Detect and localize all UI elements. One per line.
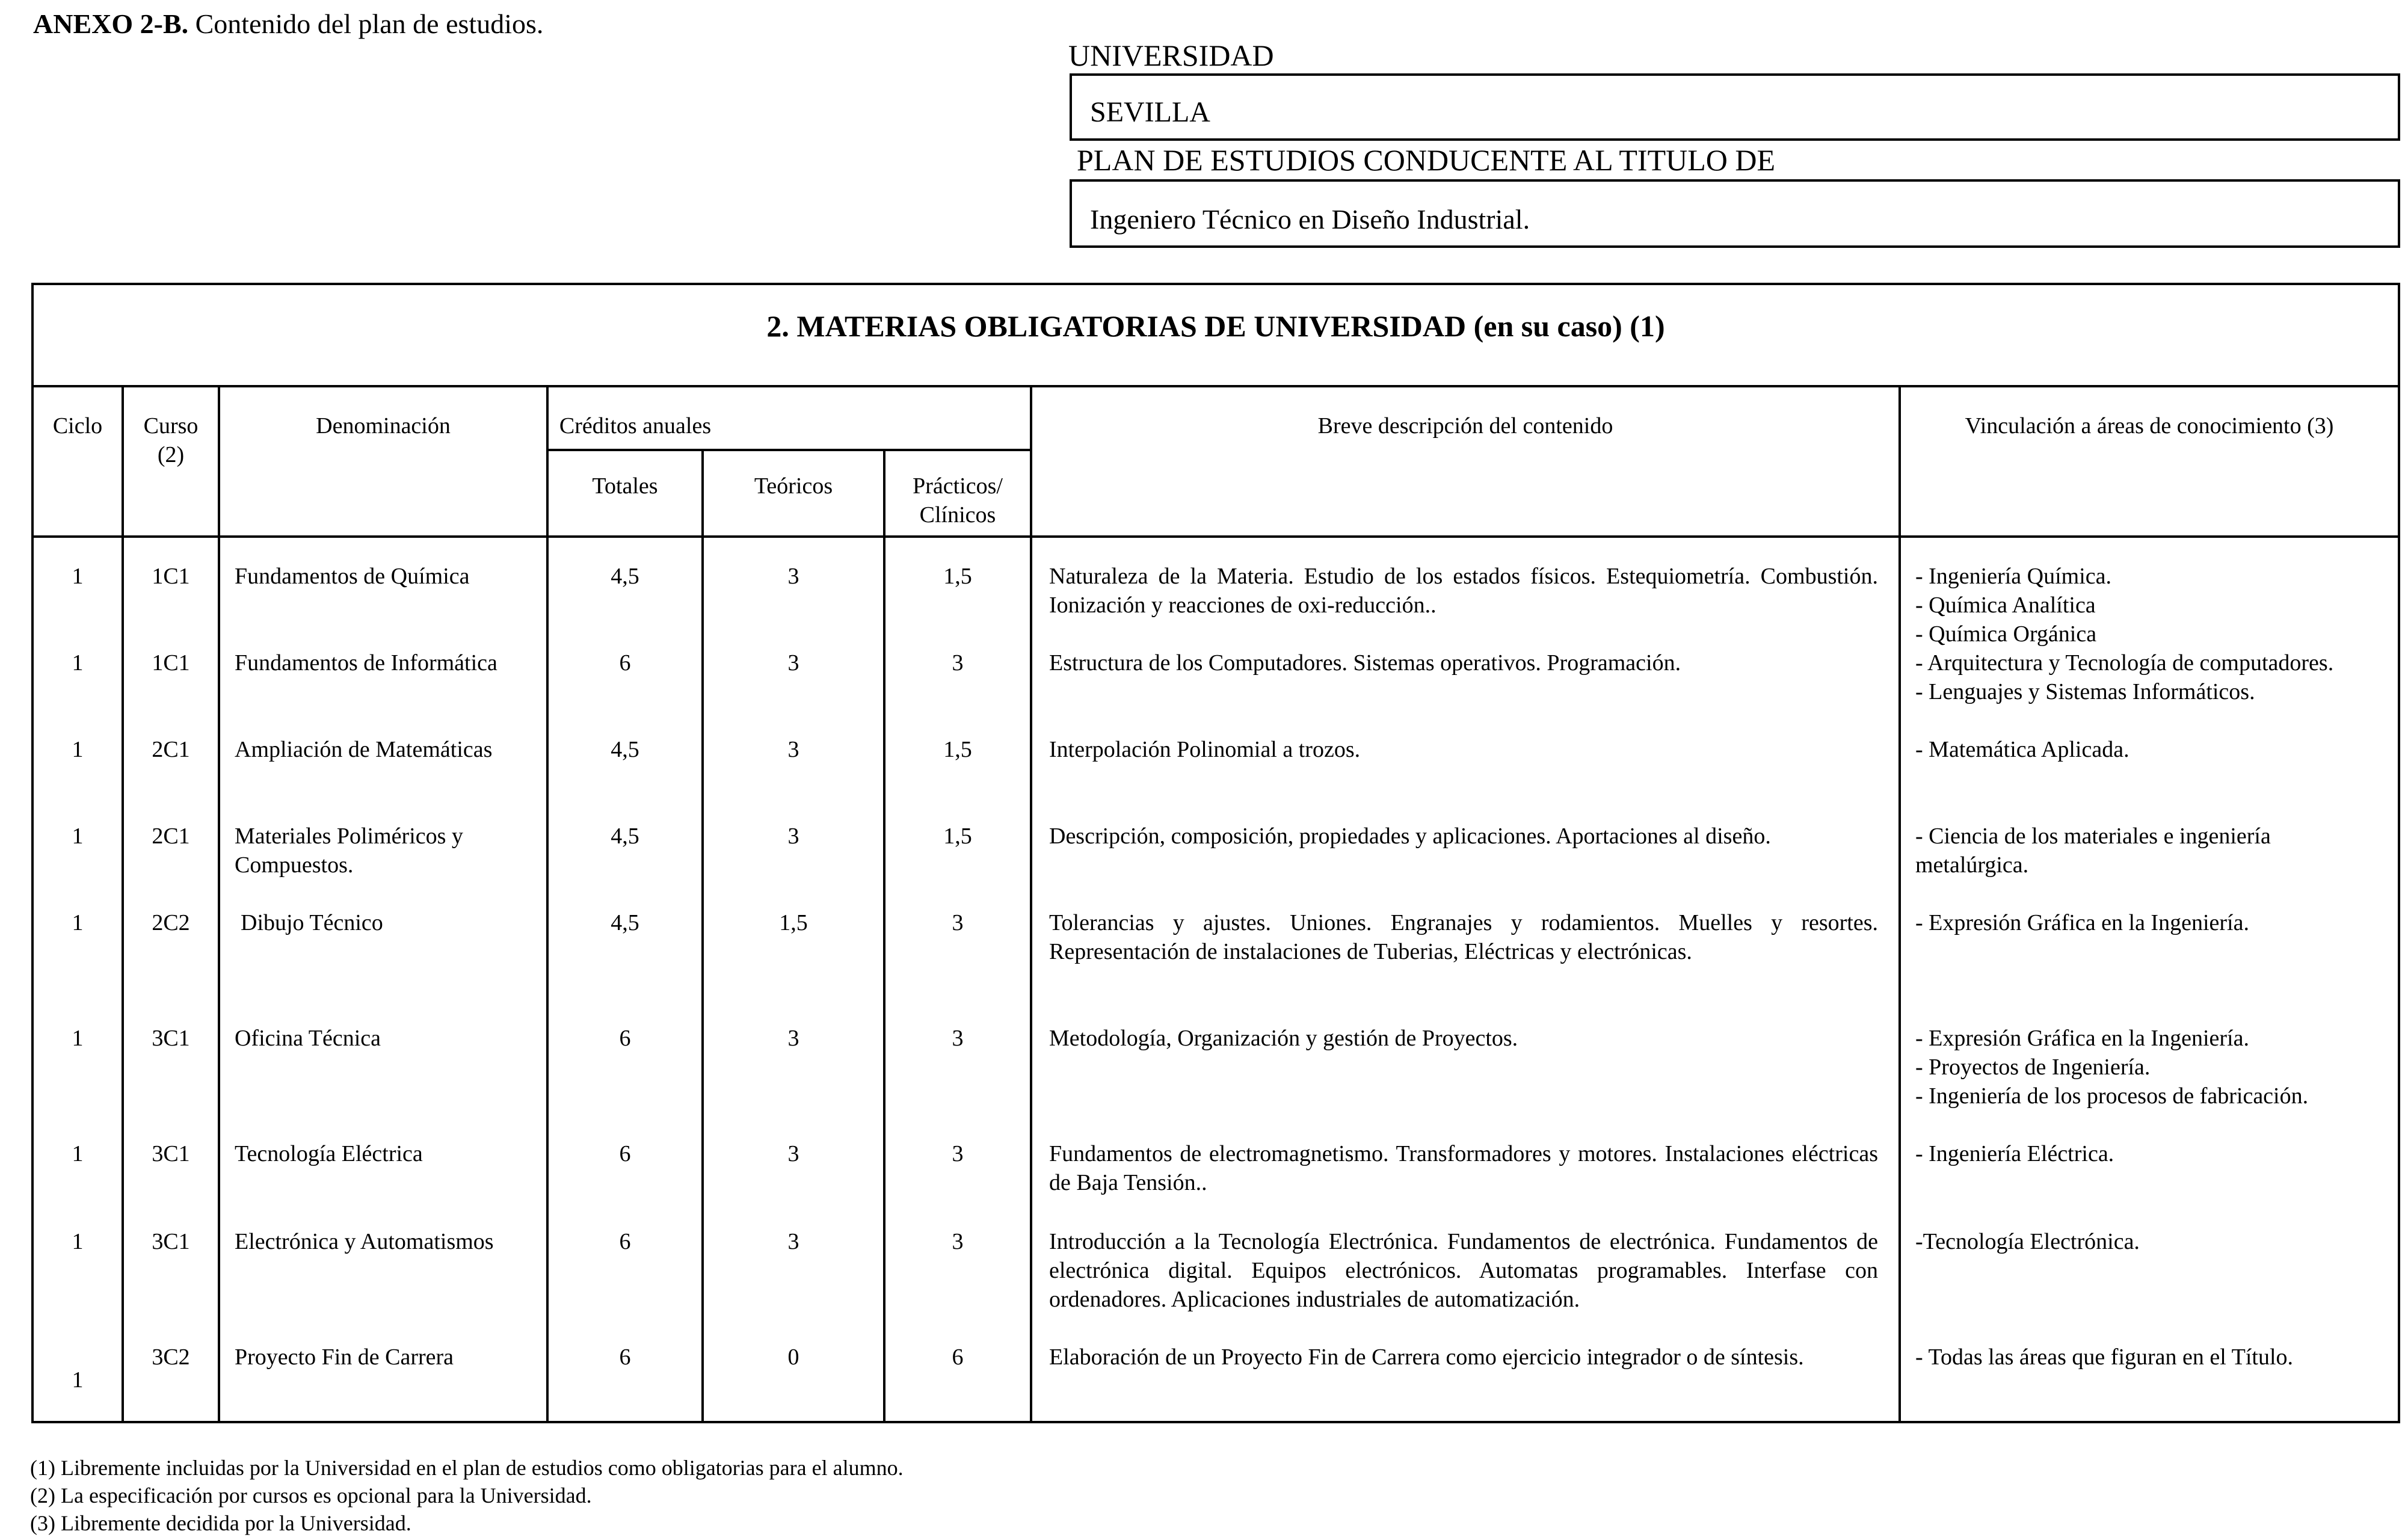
row-1-totales: 4,5	[611, 564, 639, 589]
row-6-descripcion: Metodología, Organización y gestión de Proyectos.	[1049, 1026, 1518, 1051]
row-9-descripcion: Elaboración de un Proyecto Fin de Carrera como ejercicio integrador o de síntesis.	[1049, 1344, 1804, 1370]
row-9-practicos: 6	[952, 1344, 964, 1370]
row-4-practicos: 1,5	[943, 824, 972, 849]
row-2-descripcion: Estructura de los Computadores. Sistemas operativos. Programación.	[1049, 650, 1681, 676]
university-label: UNIVERSIDAD	[1068, 38, 1274, 72]
col-divider-1	[122, 385, 124, 1423]
row-6-teoricos: 3	[787, 1026, 799, 1051]
row-9-area-1: - Todas las áreas que figuran en el Título.	[1915, 1344, 2294, 1370]
row-8-descripcion: Introducción a la Tecnología Electrónica. Fundamentos de electrónica. Fundamentos de electrónica digital. Equipos electrónicos. Automatas programables. Interfase con ordenadores. Aplicaciones industriales de automatización.	[1049, 1229, 1878, 1312]
row-1-descripcion: Naturaleza de la Materia. Estudio de los estados físicos. Estequiometría. Combustión. Ionización y reacciones de oxi-reducción..	[1049, 564, 1878, 618]
annex-heading	[33, 6, 543, 42]
header-clinicos: Clínicos	[919, 502, 996, 528]
row-5-denominacion: Dibujo Técnico	[241, 910, 383, 935]
row-8-area-1: -Tecnología Electrónica.	[1915, 1229, 2140, 1254]
row-3-curso: 2C1	[152, 737, 190, 762]
annex-title: Contenido del plan de estudios.	[188, 8, 544, 39]
row-3-ciclo: 1	[72, 737, 84, 762]
row-1-area-3: - Química Orgánica	[1915, 621, 2097, 647]
col-divider-6	[1030, 385, 1032, 1423]
row-3-totales: 4,5	[611, 737, 639, 762]
header-vinculacion: Vinculación a áreas de conocimiento (3)	[1965, 413, 2334, 439]
row-5-teoricos: 1,5	[779, 910, 808, 935]
row-8-practicos: 3	[952, 1229, 964, 1254]
row-2-totales: 6	[619, 650, 631, 676]
col-divider-7	[1898, 385, 1901, 1423]
footnote-1: (1) Libremente incluidas por la Universidad en el plan de estudios como obligatorias para el alumno.	[30, 1456, 904, 1480]
row-3-denominacion: Ampliación de Matemáticas	[235, 737, 493, 762]
university-box	[1070, 73, 2400, 141]
header-denominacion: Denominación	[316, 413, 451, 439]
row-6-curso: 3C1	[152, 1026, 190, 1051]
row-2-ciclo: 1	[72, 650, 84, 676]
header-curso: Curso	[143, 413, 199, 439]
row-5-practicos: 3	[952, 910, 964, 935]
footnote-3: (3) Libremente decidida por la Universidad.	[30, 1511, 411, 1535]
row-6-area-3: - Ingeniería de los procesos de fabricación.	[1915, 1083, 2309, 1109]
row-1-ciclo: 1	[72, 564, 84, 589]
row-7-teoricos: 3	[787, 1141, 799, 1166]
row-8-teoricos: 3	[787, 1229, 799, 1254]
row-6-ciclo: 1	[72, 1026, 84, 1051]
row-1-denominacion: Fundamentos de Química	[235, 564, 470, 589]
title-divider	[31, 385, 2400, 387]
row-4-curso: 2C1	[152, 824, 190, 849]
annex-number: ANEXO 2-B.	[33, 8, 189, 39]
row-6-area-2: - Proyectos de Ingeniería.	[1915, 1055, 2151, 1080]
row-7-ciclo: 1	[72, 1141, 84, 1166]
row-5-area-1: - Expresión Gráfica en la Ingeniería.	[1915, 910, 2249, 935]
header-curso-note: (2)	[157, 442, 185, 467]
row-9-totales: 6	[619, 1344, 631, 1370]
row-3-descripcion: Interpolación Polinomial a trozos.	[1049, 737, 1361, 762]
row-2-area-1: - Arquitectura y Tecnología de computadores.	[1915, 650, 2334, 676]
row-2-teoricos: 3	[787, 650, 799, 676]
row-1-curso: 1C1	[152, 564, 190, 589]
row-2-denominacion: Fundamentos de Informática	[235, 650, 497, 676]
col-divider-2	[218, 385, 220, 1423]
row-5-totales: 4,5	[611, 910, 639, 935]
row-8-denominacion: Electrónica y Automatismos	[235, 1229, 494, 1254]
plan-value: Ingeniero Técnico en Diseño Industrial.	[1090, 204, 1530, 235]
row-8-totales: 6	[619, 1229, 631, 1254]
row-8-ciclo: 1	[72, 1229, 84, 1254]
row-9-ciclo: 1	[72, 1367, 84, 1393]
row-7-totales: 6	[619, 1141, 631, 1166]
row-2-practicos: 3	[952, 650, 964, 676]
row-3-area-1: - Matemática Aplicada.	[1915, 737, 2129, 762]
row-8-curso: 3C1	[152, 1229, 190, 1254]
row-9-teoricos: 0	[787, 1344, 799, 1370]
row-7-practicos: 3	[952, 1141, 964, 1166]
header-creditos: Créditos anuales	[559, 413, 712, 439]
row-5-descripcion: Tolerancias y ajustes. Uniones. Engranajes y rodamientos. Muelles y resortes. Representación de instalaciones de Tuberias, Eléctricas y electrónicas.	[1049, 910, 1878, 964]
footnote-2: (2) La especificación por cursos es opcional para la Universidad.	[30, 1483, 592, 1508]
row-7-descripcion: Fundamentos de electromagnetismo. Transformadores y motores. Instalaciones eléctricas de Baja Tensión..	[1049, 1141, 1878, 1195]
row-6-denominacion: Oficina Técnica	[235, 1026, 381, 1051]
row-4-ciclo: 1	[72, 824, 84, 849]
header-teoricos: Teóricos	[754, 473, 833, 499]
row-1-area-2: - Química Analítica	[1915, 593, 2096, 618]
row-7-area-1: - Ingeniería Eléctrica.	[1915, 1141, 2114, 1166]
header-practicos: Prácticos/	[913, 473, 1003, 499]
row-5-curso: 2C2	[152, 910, 190, 935]
header-ciclo: Ciclo	[52, 413, 103, 439]
row-4-area-1: - Ciencia de los materiales e ingeniería metalúrgica.	[1915, 824, 2271, 878]
header-totales: Totales	[592, 473, 658, 499]
col-divider-3	[546, 385, 549, 1423]
row-4-teoricos: 3	[787, 824, 799, 849]
row-1-practicos: 1,5	[943, 564, 972, 589]
row-2-area-2: - Lenguajes y Sistemas Informáticos.	[1915, 679, 2255, 704]
row-9-curso: 3C2	[152, 1344, 190, 1370]
row-7-denominacion: Tecnología Eléctrica	[235, 1141, 423, 1166]
row-4-descripcion: Descripción, composición, propiedades y aplicaciones. Aportaciones al diseño.	[1049, 824, 1771, 849]
row-4-denominacion: Materiales Poliméricos y Compuestos.	[235, 824, 463, 878]
university-value: SEVILLA	[1090, 96, 1210, 128]
row-6-totales: 6	[619, 1026, 631, 1051]
row-5-ciclo: 1	[72, 910, 84, 935]
plan-label: PLAN DE ESTUDIOS CONDUCENTE AL TITULO DE	[1077, 143, 1776, 177]
row-9-denominacion: Proyecto Fin de Carrera	[235, 1344, 454, 1370]
header-divider	[31, 535, 2400, 538]
header-descripcion: Breve descripción del contenido	[1317, 413, 1613, 439]
row-1-area-1: - Ingeniería Química.	[1915, 564, 2112, 589]
row-2-curso: 1C1	[152, 650, 190, 676]
row-6-practicos: 3	[952, 1026, 964, 1051]
row-4-totales: 4,5	[611, 824, 639, 849]
row-6-area-1: - Expresión Gráfica en la Ingeniería.	[1915, 1026, 2249, 1051]
row-3-teoricos: 3	[787, 737, 799, 762]
row-3-practicos: 1,5	[943, 737, 972, 762]
row-1-teoricos: 3	[787, 564, 799, 589]
row-7-curso: 3C1	[152, 1141, 190, 1166]
section-title: 2. MATERIAS OBLIGATORIAS DE UNIVERSIDAD (en su caso) (1)	[766, 309, 1665, 343]
credits-subheader-divider	[547, 449, 1031, 451]
